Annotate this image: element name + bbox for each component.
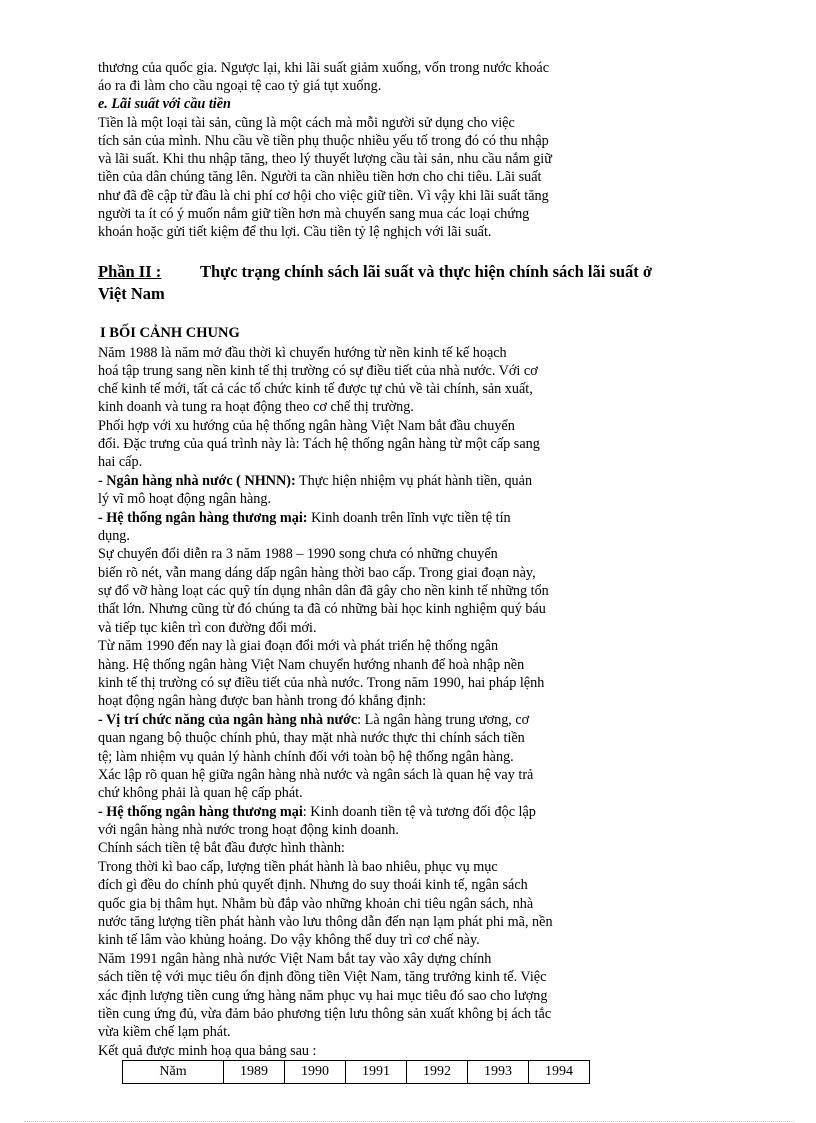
text-line: và tiếp tục kiên trì con đường đổi mới. [98,620,317,636]
text-line: kinh tế thị trường có sự điều tiết của nhà nước. Trong năm 1990, hai pháp lệnh [98,675,545,691]
bold-term: - Hệ thống ngân hàng thương mại [98,804,303,820]
text-line: Từ năm 1990 đến nay là giai đoạn đổi mới và phát triển hệ thống ngân [98,638,499,654]
text-line: và lãi suất. Khi thu nhập tăng, theo lý thuyết lượng cầu tài sản, nhu cầu nắm giữ [98,151,552,167]
text-line: sự đổ vỡ hàng loạt các quỹ tín dụng nhân dân đã gây cho nền kinh tế những tổn [98,583,549,599]
text-line: Phối hợp với xu hướng của hệ thống ngân hàng Việt Nam bắt đầu chuyển [98,418,515,434]
table-cell-year: 1992 [407,1061,468,1084]
text-line: người ta ít có ý muốn nắm giữ tiền hơn mà chuyển sang mua các loại chứng [98,206,530,222]
table-cell-year: 1989 [224,1061,285,1084]
text-line: hoạt động ngân hàng được ban hành trong đó khẳng định: [98,693,427,709]
text-line: sách tiền tệ với mục tiêu ổn định đồng tiền Việt Nam, tăng trưởng kinh tế. Việc [98,969,547,985]
text-line: thương của quốc gia. Ngược lại, khi lãi suất giảm xuống, vốn trong nước khoác [98,60,550,76]
text-line: chứ không phải là quan hệ cấp phát. [98,785,303,801]
part-title: Thực trạng chính sách lãi suất và thực hiện chính sách lãi suất ở [200,262,653,281]
text-line: thất lớn. Nhưng cũng từ đó chúng ta đã có những bài học kinh nghiệm quý báu [98,601,546,617]
text-line: áo ra đi làm cho cầu ngoại tệ cao tỷ giá tụt xuống. [98,78,382,94]
text-line: biến rõ nét, vẫn mang dáng dấp ngân hàng thời bao cấp. Trong giai đoạn này, [98,565,536,581]
bold-term: - Ngân hàng nhà nước ( NHNN): [98,473,296,489]
text-line: hàng. Hệ thống ngân hàng Việt Nam chuyển hướng nhanh để hoà nhập nền [98,657,525,673]
page-bottom-divider [24,1121,794,1122]
table-cell-year: 1994 [529,1061,590,1084]
section-heading: I BỐI CẢNH CHUNG [100,325,240,341]
part-title-continued: Việt Nam [98,284,165,303]
bold-term: - Hệ thống ngân hàng thương mại: [98,510,308,526]
table-cell-year: 1993 [468,1061,529,1084]
text-span: Kinh doanh trên lĩnh vực tiền tệ tín [307,510,511,526]
text-line: quốc gia bị thâm hụt. Nhằm bù đắp vào những khoản chi tiêu ngân sách, nhà [98,896,534,912]
text-line: như đã đề cập từ đầu là chi phí cơ hội cho việc giữ tiền. Vì vậy khi lãi suất tăng [98,188,549,204]
text-line: hai cấp. [98,454,143,470]
text-line: Tiền là một loại tài sản, cũng là một cách mà mỗi người sử dụng cho việc [98,115,515,131]
text-line: đổi. Đặc trưng của quá trình này là: Tách hệ thống ngân hàng từ một cấp sang [98,436,540,452]
text-line: nước tăng lượng tiền phát hành vào lưu thông dẫn đến nạn lạm phát phi mã, nền [98,914,553,930]
bold-term: - Vị trí chức năng của ngân hàng nhà nước [98,712,358,728]
text-line: Kết quả được minh hoạ qua bảng sau : [98,1043,317,1059]
text-line: khoán hoặc gửi tiết kiệm để thu lợi. Cầu tiền tỷ lệ nghịch với lãi suất. [98,224,492,240]
text-line [98,472,532,490]
text-span: Thực hiện nhiệm vụ phát hành tiền, quản [295,473,533,489]
subheading: e. Lãi suất với cầu tiền [98,96,231,112]
text-line: tiền cung ứng đủ, vừa đảm bảo phương tiện lưu thông sản xuất không bị ách tắc [98,1006,552,1022]
table-cell-year: 1991 [346,1061,407,1084]
text-line: Trong thời kì bao cấp, lượng tiền phát hành là bao nhiêu, phục vụ mục [98,859,498,875]
text-line: Chính sách tiền tệ bắt đầu được hình thành: [98,840,345,856]
text-line: đích gì đều do chính phủ quyết định. Nhưng do suy thoái kinh tế, ngân sách [98,877,528,893]
text-line: Sự chuyển đổi diễn ra 3 năm 1988 – 1990 song chưa có những chuyển [98,546,498,562]
text-line: Năm 1988 là năm mở đầu thời kì chuyển hướng từ nền kinh tế kế hoạch [98,345,507,361]
text-line [98,509,511,527]
text-line [98,711,529,729]
text-line: hoá tập trung sang nền kinh tế thị trường có sự điều tiết của nhà nước. Với cơ [98,363,538,379]
text-line: tiền của dân chúng tăng lên. Người ta cần nhiều tiền hơn cho chi tiêu. Lãi suất [98,169,542,185]
table-row [123,1061,590,1084]
part-label: Phần II : [98,262,162,281]
text-line: chế kinh tế mới, tất cả các tổ chức kinh tế được tự chủ về tài chính, sản xuất, [98,381,533,397]
text-line: tích sản của mình. Nhu cầu về tiền phụ thuộc nhiều yếu tố trong đó có thu nhập [98,133,549,149]
text-line: tệ; làm nhiệm vụ quản lý hành chính đối với toàn bộ hệ thống ngân hàng. [98,749,514,765]
text-span: : Là ngân hàng trung ương, cơ [357,712,530,728]
text-line: dụng. [98,528,130,544]
text-line: lý vĩ mô hoạt động ngân hàng. [98,491,271,507]
text-line [98,803,536,821]
table-header-cell: Năm [123,1061,224,1084]
text-line: vừa kiềm chế lạm phát. [98,1024,231,1040]
text-line: kinh tế lâm vào khủng hoảng. Do vậy không thể duy trì cơ chế này. [98,932,480,948]
text-line: xác định lượng tiền cung ứng hàng năm phục vụ hai mục tiêu đó sao cho lượng [98,988,548,1004]
text-line: kinh doanh và tung ra hoạt động theo cơ chế thị trường. [98,399,414,415]
text-line: với ngân hàng nhà nước trong hoạt động kinh doanh. [98,822,399,838]
text-span: : Kinh doanh tiền tệ và tương đối độc lập [302,804,536,820]
text-line: Xác lập rõ quan hệ giữa ngân hàng nhà nước và ngân sách là quan hệ vay trả [98,767,534,783]
text-line: Năm 1991 ngân hàng nhà nước Việt Nam bắt tay vào xây dựng chính [98,951,492,967]
table-cell-year: 1990 [285,1061,346,1084]
years-table [122,1060,590,1084]
text-line: quan ngang bộ thuộc chính phủ, thay mặt nhà nước thực thi chính sách tiền [98,730,525,746]
